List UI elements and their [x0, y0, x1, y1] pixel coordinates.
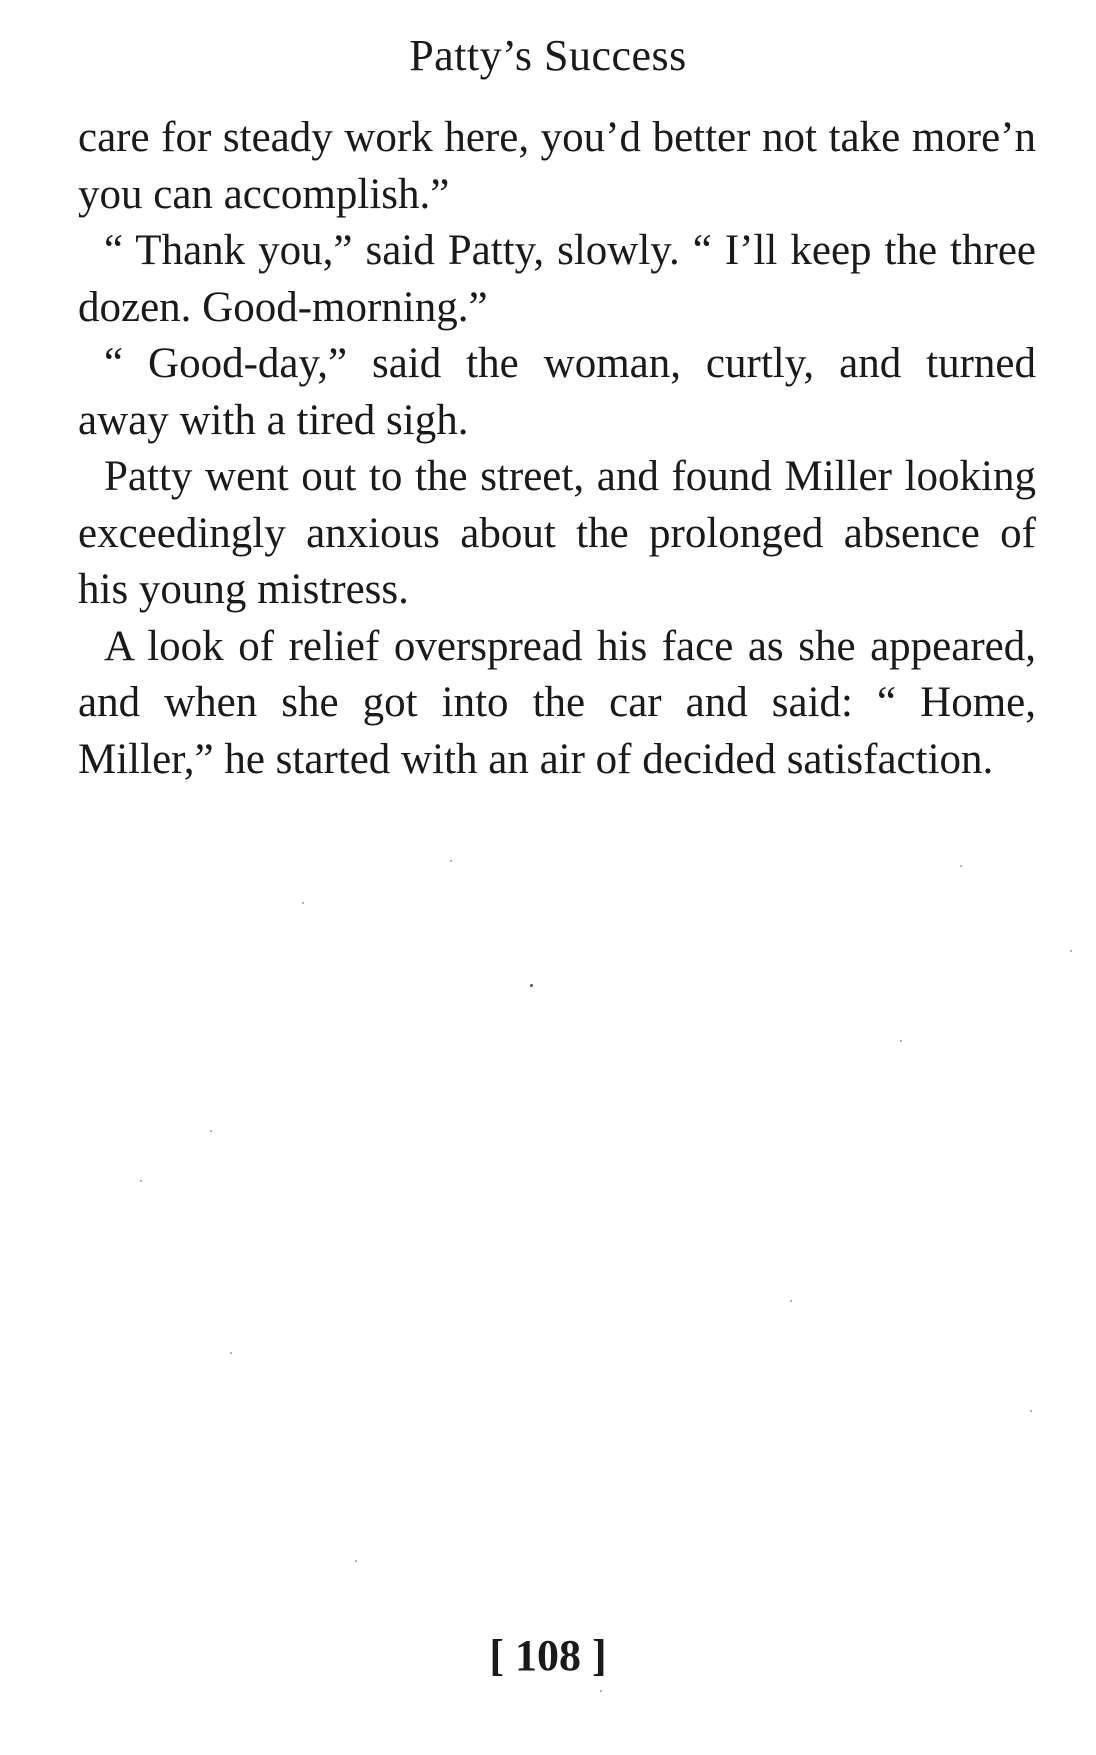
- paper-speck: [530, 984, 533, 987]
- paragraph-relief: A look of relief overspread his face as she appeared, and when she got into the car and said: “ Home, Miller,” he started with an air of decided satisfaction.: [78, 622, 1036, 783]
- paragraph-continuation: care for steady work here, you’d better not take more’n you can accomplish.”: [78, 114, 1036, 218]
- paragraph-thank-you: “ Thank you,” said Patty, slowly. “ I’ll keep the three dozen. Good-morning.”: [78, 227, 1036, 331]
- paper-speck: [140, 1180, 142, 1182]
- paper-speck: [960, 865, 962, 867]
- running-head: Patty’s Success: [409, 31, 687, 80]
- paper-speck: [230, 1352, 232, 1354]
- paper-speck: [450, 860, 452, 862]
- paper-speck: [1070, 950, 1072, 952]
- paper-speck: [302, 902, 304, 904]
- paragraph-street: Patty went out to the street, and found Miller looking exceedingly anxious about the prolonged absence of his young mistress.: [78, 453, 1036, 613]
- paper-speck: [600, 1690, 602, 1692]
- paper-speck: [1030, 1410, 1032, 1412]
- paper-speck: [900, 1040, 902, 1042]
- paper-speck: [355, 1560, 357, 1562]
- body-text: [78, 110, 1036, 788]
- page-number: [ 108 ]: [489, 1631, 607, 1680]
- paper-speck: [210, 1130, 212, 1132]
- paragraph-good-day: “ Good-day,” said the woman, curtly, and turned away with a tired sigh.: [78, 340, 1036, 444]
- paper-speck: [790, 1300, 792, 1302]
